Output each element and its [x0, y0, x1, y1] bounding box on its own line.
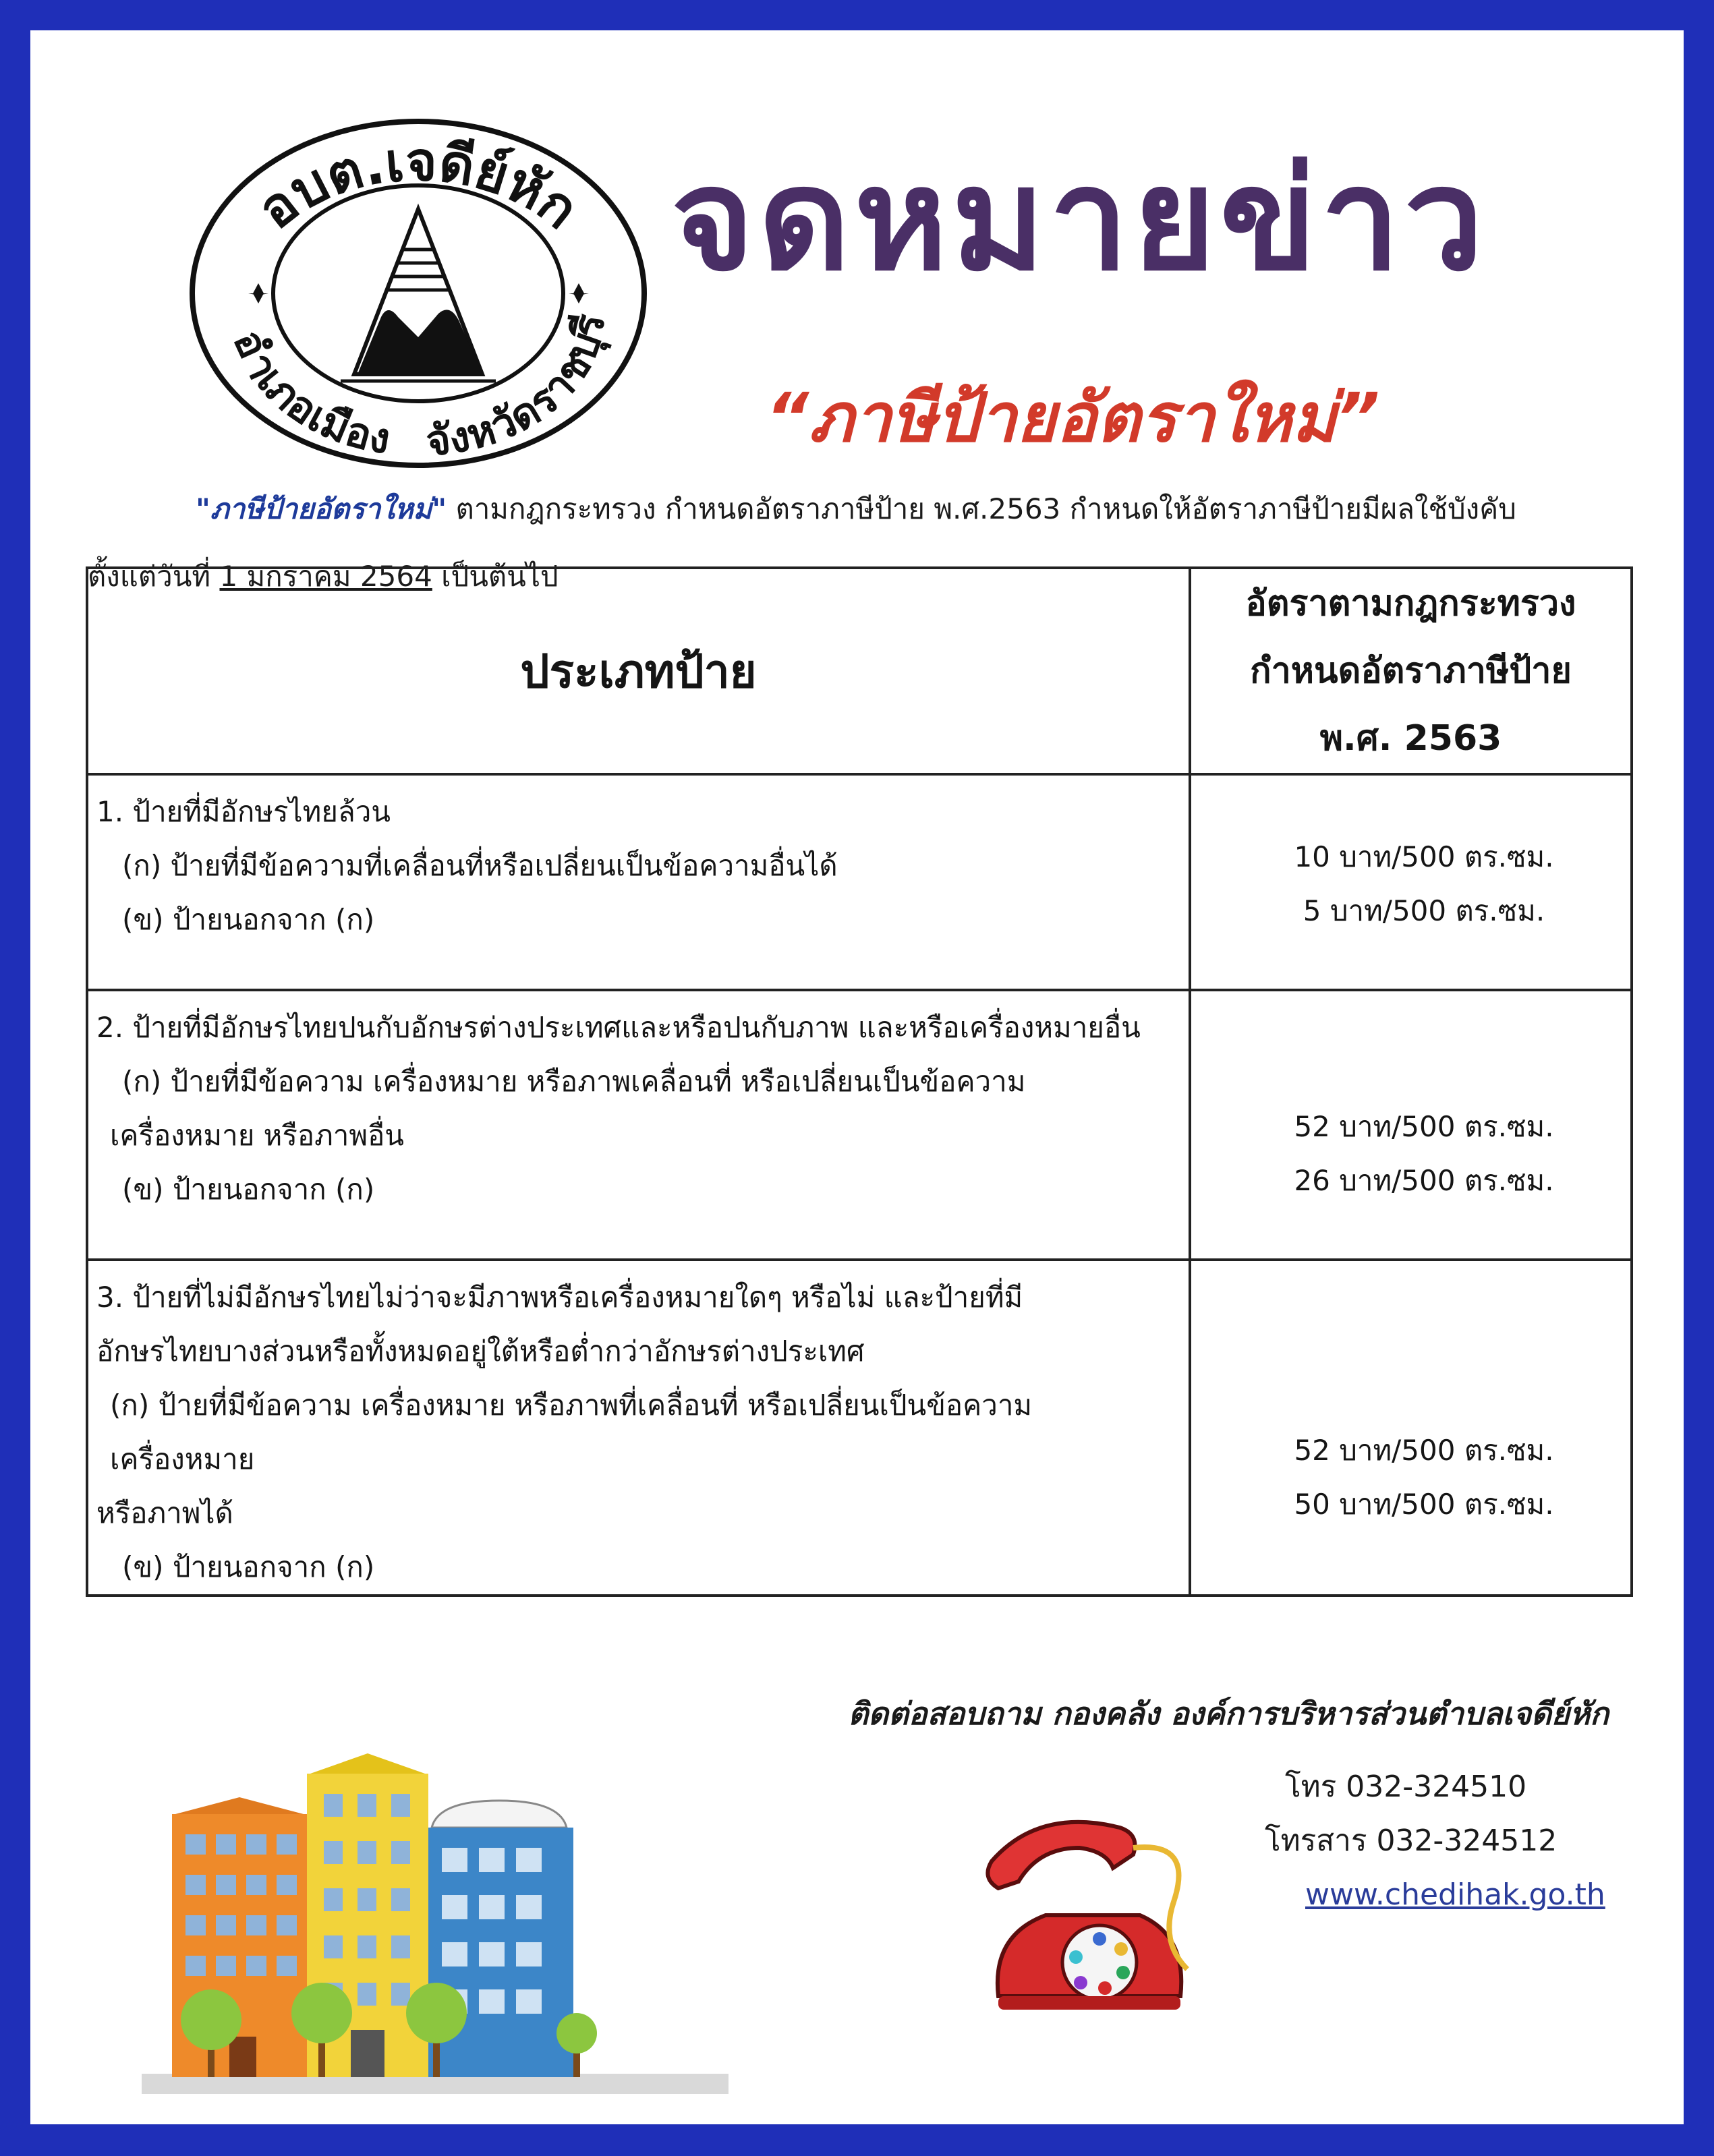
table-row [87, 990, 1632, 1260]
header-rate [1190, 568, 1632, 774]
sign-tax-rate-table [86, 566, 1633, 1597]
row-1-title: 1. ป้ายที่มีอักษรไทยล้วน [96, 795, 391, 828]
pagoda-icon [341, 209, 496, 381]
row-3-title-cont: อักษรไทยบางส่วนหรือทั้งหมดอยู่ใต้หรือต่ำกว่าอักษรต่างประเทศ [96, 1335, 865, 1368]
intro-emphasis: "ภาษีป้ายอัตราใหม่" [196, 492, 447, 525]
row-3-rate-a: 52 บาท/500 ตร.ซม. [1294, 1434, 1554, 1467]
row-2-title: 2. ป้ายที่มีอักษรไทยปนกับอักษรต่างประเทศและหรือปนกับภาพ และหรือเครื่องหมายอื่น [96, 1011, 1141, 1044]
row-1-item-b: (ข) ป้ายนอกจาก (ก) [122, 903, 375, 936]
row-3-rates [1190, 1260, 1632, 1596]
row-3-item-b: (ข) ป้ายนอกจาก (ก) [122, 1550, 375, 1583]
row-1-rate-b: 5 บาท/500 ตร.ซม. [1303, 894, 1545, 927]
contact-details [1245, 1760, 1622, 1922]
table-header-row [87, 568, 1632, 774]
row-3-item-a: (ก) ป้ายที่มีข้อความ เครื่องหมาย หรือภาพที่เคลื่อนที่ หรือเปลี่ยนเป็นข้อความ เครื่องหมาย [110, 1389, 1033, 1476]
seal-star-icon [248, 283, 589, 303]
newsletter-title: จดหมายข่าว [671, 136, 1488, 302]
seal-top-text: อบต.เจดีย์หัก [246, 129, 591, 241]
table-row [87, 1260, 1632, 1596]
row-3-rate-b: 50 บาท/500 ตร.ซม. [1294, 1488, 1554, 1521]
phone-number: โทร 032-324510 [1285, 1770, 1527, 1804]
intro-line-2-prefix: ตั้งแต่วันที่ [88, 560, 220, 593]
header-rate-line-3: พ.ศ. 2563 [1319, 718, 1502, 759]
row-2-description [87, 990, 1190, 1260]
row-1-description [87, 774, 1190, 990]
newsletter-subtitle: “ภาษีป้ายอัตราใหม่” [766, 378, 1380, 457]
intro-line-1 [88, 475, 1639, 543]
row-2-rates [1190, 990, 1632, 1260]
row-3-item-a-cont: หรือภาพได้ [96, 1496, 233, 1529]
seal-bottom-right-text: จังหวัดราชบุรี [424, 311, 615, 466]
intro-line-1-text: ตามกฎกระทรวง กำหนดอัตราภาษีป้าย พ.ศ.2563 กำหนดให้อัตราภาษีป้ายมีผลใช้บังคับ [447, 492, 1516, 525]
contact-heading: ติดต่อสอบถาม กองคลัง องค์การบริหารส่วนตำบลเจดีย์หัก [848, 1695, 1609, 1732]
row-1-item-a: (ก) ป้ายที่มีข้อความที่เคลื่อนที่หรือเปลี่ยนเป็นข้อความอื่นได้ [122, 849, 838, 882]
row-2-rate-b: 26 บาท/500 ตร.ซม. [1294, 1164, 1554, 1197]
seal-bottom-left-text: อำเภอเมือง [223, 322, 395, 464]
row-3-description [87, 1260, 1190, 1596]
seal-logo [185, 115, 651, 472]
website-link[interactable]: www.chedihak.go.th [1305, 1877, 1605, 1912]
header-rate-line-2: กำหนดอัตราภาษีป้าย [1250, 651, 1572, 691]
fax-number: โทรสาร 032-324512 [1265, 1824, 1558, 1858]
table-row [87, 774, 1632, 990]
row-1-rate-a: 10 บาท/500 ตร.ซม. [1294, 840, 1554, 873]
row-3-title: 3. ป้ายที่ไม่มีอักษรไทยไม่ว่าจะมีภาพหรือเครื่องหมายใดๆ หรือไม่ และป้ายที่มี [96, 1281, 1023, 1314]
header-sign-type: ประเภทป้าย [87, 568, 1190, 774]
row-2-item-a: (ก) ป้ายที่มีข้อความ เครื่องหมาย หรือภาพเคลื่อนที่ หรือเปลี่ยนเป็นข้อความ [122, 1065, 1026, 1098]
intro-line-2-suffix: เป็นต้นไป [432, 560, 559, 593]
row-1-rates [1190, 774, 1632, 990]
buildings-illustration [142, 1733, 729, 2094]
page [30, 30, 1684, 2124]
row-2-item-a-cont: เครื่องหมาย หรือภาพอื่น [110, 1119, 405, 1152]
header-rate-line-1: อัตราตามกฎกระทรวง [1245, 583, 1576, 624]
row-2-rate-a: 52 บาท/500 ตร.ซม. [1294, 1110, 1554, 1143]
row-2-item-b: (ข) ป้ายนอกจาก (ก) [122, 1173, 375, 1206]
effective-date: 1 มกราคม 2564 [219, 560, 432, 593]
telephone-icon [971, 1801, 1211, 2040]
